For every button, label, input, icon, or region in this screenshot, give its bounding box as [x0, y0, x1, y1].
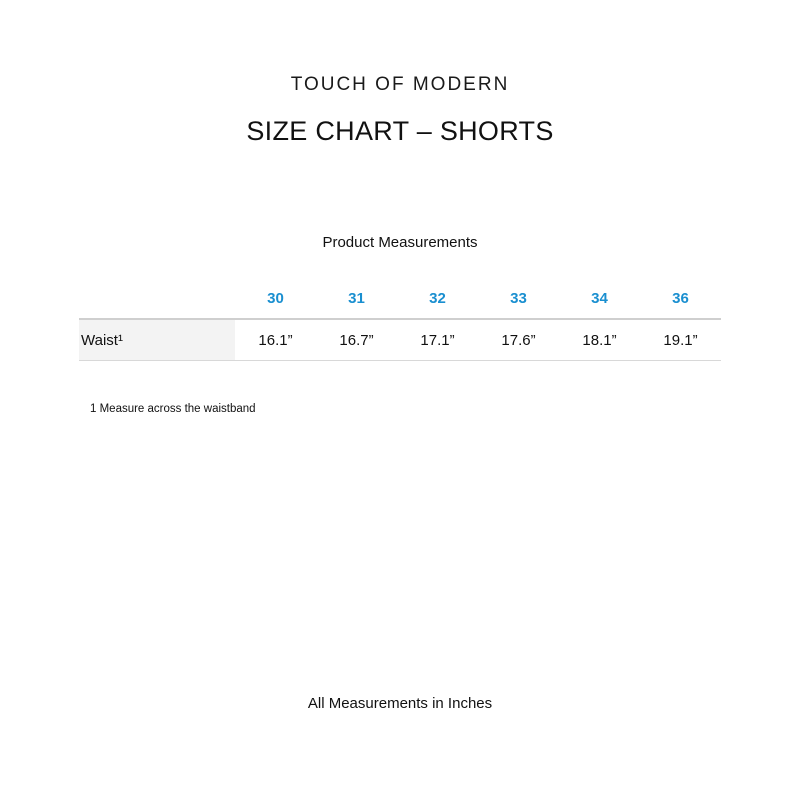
header-blank-cell	[79, 278, 235, 319]
size-header: 33	[478, 278, 559, 319]
page-title: SIZE CHART – SHORTS	[246, 116, 554, 146]
measurement-cell: 19.1”	[640, 319, 721, 361]
row-label-waist: Waist¹	[79, 319, 235, 361]
size-header: 31	[316, 278, 397, 319]
measurement-cell: 17.6”	[478, 319, 559, 361]
size-header: 32	[397, 278, 478, 319]
size-chart-table	[79, 278, 721, 361]
measurement-cell: 16.7”	[316, 319, 397, 361]
section-title: Product Measurements	[322, 234, 478, 251]
units-note: All Measurements in Inches	[307, 695, 493, 712]
size-header: 34	[559, 278, 640, 319]
size-header: 36	[640, 278, 721, 319]
size-header: 30	[235, 278, 316, 319]
measurement-cell: 18.1”	[559, 319, 640, 361]
brand-logo-text: TOUCH OF MODERN	[290, 74, 510, 95]
measurement-cell: 16.1”	[235, 319, 316, 361]
table-row	[79, 319, 721, 361]
footnote: 1 Measure across the waistband	[90, 403, 256, 415]
measurement-cell: 17.1”	[397, 319, 478, 361]
size-header-row	[79, 278, 721, 319]
